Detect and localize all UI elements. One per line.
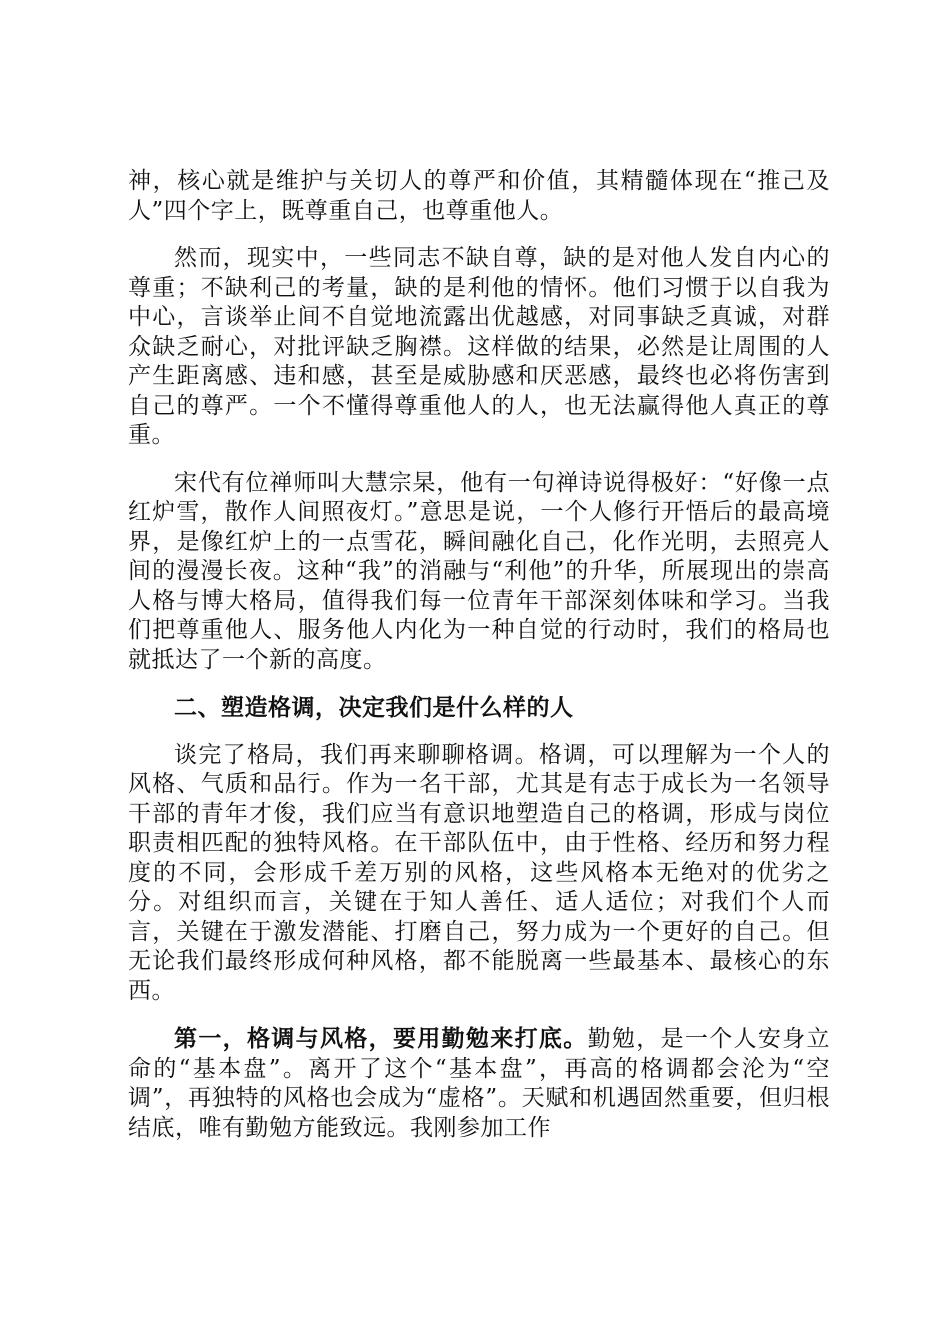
paragraph-point-one bbox=[128, 1024, 830, 1143]
paragraph-zen-poem: 宋代有位禅师叫大慧宗杲，他有一句禅诗说得极好：“好像一点红炉雪，散作人间照夜灯。”意思是说，一个人修行开悟后的最高境界，是像红炉上的一点雪花，瞬间融化自己，化作光明，去照亮人间的漫漫长夜。这种“我”的消融与“利他”的升华，所展现出的崇高人格与博大格局，值得我们每一位青年干部深刻体味和学习。当我们把尊重他人、服务他人内化为一种自觉的行动时，我们的格局也就抵达了一个新的高度。 bbox=[128, 469, 830, 673]
paragraph-style-intro: 谈完了格局，我们再来聊聊格调。格调，可以理解为一个人的风格、气质和品行。作为一名干部，尤其是有志于成长为一名领导干部的青年才俊，我们应当有意识地塑造自己的格调，形成与岗位职责相匹配的独特风格。在干部队伍中，由于性格、经历和努力程度的不同，会形成千差万别的风格，这些风格本无绝对的优劣之分。对组织而言，关键在于知人善任、适人适位；对我们个人而言，关键在于激发潜能、打磨自己，努力成为一个更好的自己。但无论我们最终形成何种风格，都不能脱离一些最基本、最核心的东西。 bbox=[128, 741, 830, 1004]
paragraph-continued: 神，核心就是维护与关切人的尊严和价值，其精髓体现在“推己及人”四个字上，既尊重自己，也尊重他人。 bbox=[128, 168, 830, 224]
section-heading: 二、塑造格调，决定我们是什么样的人 bbox=[174, 694, 574, 721]
point-one-lead: 第一，格调与风格，要用勤勉来打底。 bbox=[174, 1025, 588, 1052]
paragraph-self-respect: 然而，现实中，一些同志不缺自尊，缺的是对他人发自内心的尊重；不缺利己的考量，缺的是利他的情怀。他们习惯于以自我为中心，言谈举止间不自觉地流露出优越感，对同事缺乏真诚，对群众缺乏耐心，对批评缺乏胸襟。这样做的结果，必然是让周围的人产生距离感、违和感，甚至是威胁感和厌恶感，最终也必将伤害到自己的尊严。一个不懂得尊重他人的人，也无法赢得他人真正的尊重。 bbox=[128, 245, 830, 448]
document-body bbox=[128, 167, 830, 1161]
point-one-body: 勤勉，是一个人安身立命的“基本盘”。离开了这个“基本盘”，再高的格调都会沦为“空调”，再独特的风格也会成为“虚格”。天赋和机遇固然重要，但归根结底，唯有勤勉方能致远。我刚参加工作 bbox=[128, 1026, 831, 1141]
